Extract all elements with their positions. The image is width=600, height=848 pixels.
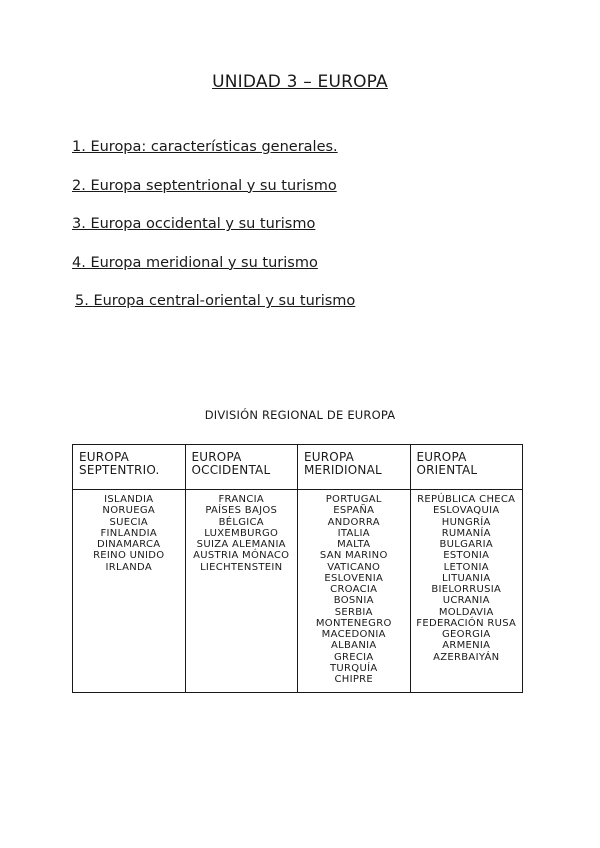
- country-name: BIELORRUSIA: [431, 584, 502, 595]
- region-header-line: MERIDIONAL: [304, 463, 382, 477]
- region-header-occidental: [185, 445, 298, 490]
- country-name: ANDORRA: [327, 516, 380, 528]
- country-name: PAÍSES BAJOS: [205, 505, 278, 517]
- country-name: HUNGRÍA: [441, 516, 491, 528]
- country-name: BÉLGICA: [218, 516, 264, 528]
- index-item: 4. Europa meridional y su turismo: [72, 254, 318, 271]
- region-header-septentrional: [73, 445, 186, 490]
- country-name: GRECIA: [333, 651, 374, 663]
- country-name: LUXEMBURGO: [204, 527, 279, 539]
- table-title: DIVISIÓN REGIONAL DE EUROPA: [204, 408, 396, 422]
- country-name: MOLDAVIA: [438, 606, 494, 618]
- country-name: MONTENEGRO: [315, 617, 392, 629]
- country-name: CHIPRE: [334, 674, 374, 685]
- index-item: 2. Europa septentrional y su turismo: [72, 177, 337, 194]
- country-name: CROACIA: [330, 584, 378, 595]
- index-item: 5. Europa central-oriental y su turismo: [75, 293, 356, 310]
- index-item: 1. Europa: características generales.: [72, 139, 338, 155]
- country-name: PORTUGAL: [325, 494, 382, 505]
- country-name: REINO UNIDO: [93, 550, 165, 562]
- country-name: SUECIA: [109, 516, 149, 528]
- country-name: ISLANDIA: [104, 494, 154, 505]
- country-name: TURQUÍA: [330, 662, 378, 674]
- country-name: RUMANÍA: [441, 527, 491, 539]
- document-title: UNIDAD 3 – EUROPA: [212, 72, 388, 92]
- country-name: ALBANIA: [331, 640, 377, 652]
- country-name: FRANCIA: [218, 494, 264, 505]
- country-name: MACEDONIA: [321, 629, 386, 640]
- country-name: ESLOVAQUIA: [433, 505, 500, 517]
- country-name: ARMENIA: [442, 640, 491, 652]
- country-list-occidental: [185, 490, 298, 693]
- country-name: VATICANO: [327, 561, 381, 573]
- country-name: ESPAÑA: [333, 505, 375, 517]
- index-item: 3. Europa occidental y su turismo: [72, 216, 316, 233]
- country-name: BOSNIA: [333, 595, 374, 607]
- table-header-row: [73, 445, 523, 490]
- country-name: LITUANIA: [442, 572, 491, 584]
- region-header-line: EUROPA: [416, 450, 467, 464]
- country-name: SAN MARINO: [319, 550, 388, 562]
- country-list-oriental: [410, 490, 523, 693]
- region-header-meridional: [298, 445, 411, 490]
- country-name: ITALIA: [337, 527, 370, 539]
- country-name: MALTA: [337, 539, 371, 550]
- country-name: LETONIA: [443, 561, 489, 573]
- country-name: FEDERACIÓN RUSA: [416, 617, 517, 629]
- country-name: SUIZA ALEMANIA: [196, 539, 286, 550]
- country-name: ESLOVENIA: [324, 572, 384, 584]
- region-header-line: OCCIDENTAL: [191, 463, 271, 477]
- country-name: BULGARIA: [439, 539, 493, 550]
- country-name: IRLANDA: [105, 561, 152, 573]
- region-header-line: EUROPA: [79, 450, 130, 464]
- region-header-line: EUROPA: [191, 450, 242, 464]
- region-header-line: ORIENTAL: [416, 463, 478, 477]
- country-name: LIECHTENSTEIN: [200, 561, 283, 573]
- country-name: REPÚBLICA CHECA: [417, 494, 516, 505]
- country-name: ESTONIA: [443, 550, 490, 562]
- regions-table: [72, 444, 523, 693]
- region-header-line: EUROPA: [304, 450, 355, 464]
- country-name: SERBIA: [334, 606, 373, 618]
- country-name: UCRANIA: [442, 595, 490, 607]
- region-header-oriental: [410, 445, 523, 490]
- topic-index: [72, 138, 355, 331]
- country-name: AZERBAIYÁN: [433, 651, 500, 663]
- table-row: [73, 490, 523, 693]
- country-list-meridional: [298, 490, 411, 693]
- country-name: GEORGIA: [441, 629, 491, 640]
- country-list-septentrional: [73, 490, 186, 693]
- region-header-line: SEPTENTRIO.: [79, 463, 160, 477]
- country-name: NORUEGA: [102, 505, 156, 517]
- country-name: DINAMARCA: [97, 539, 161, 550]
- country-name: FINLANDIA: [100, 527, 157, 539]
- country-name: AUSTRIA MÓNACO: [193, 550, 290, 562]
